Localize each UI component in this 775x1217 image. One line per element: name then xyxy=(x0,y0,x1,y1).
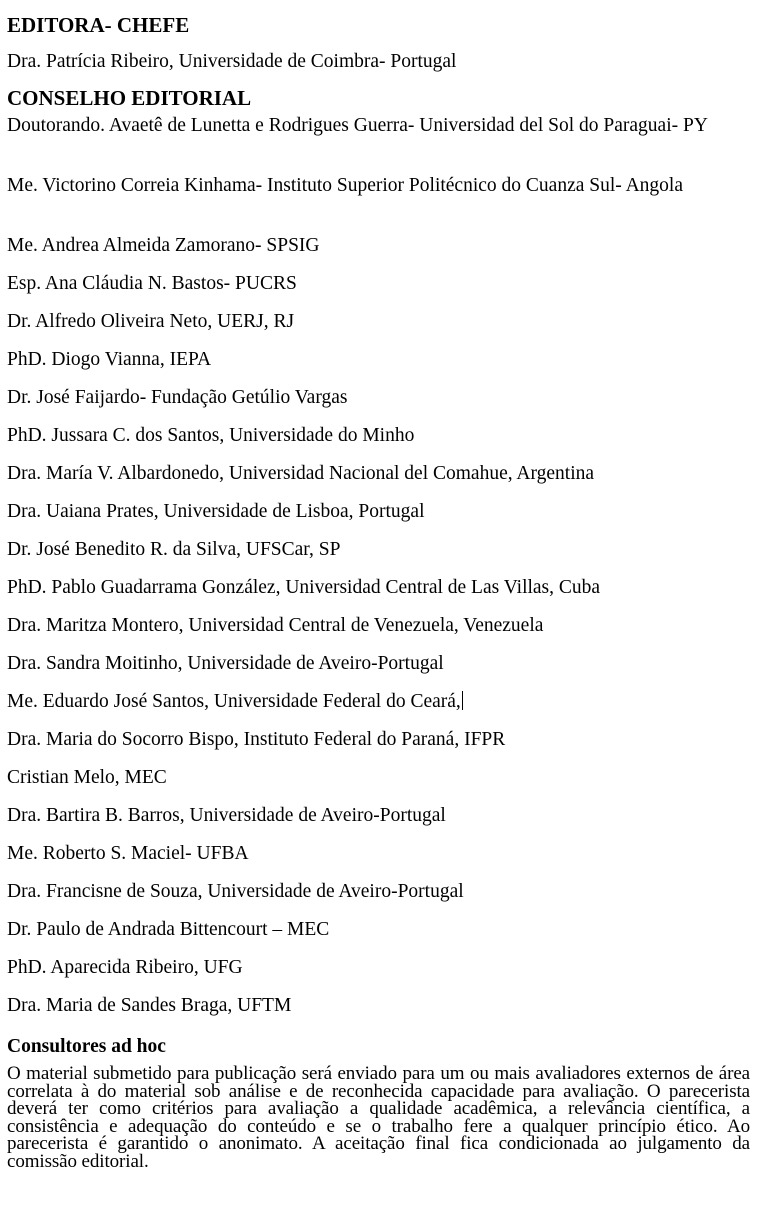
consultants-paragraph: O material submetido para publicação será enviado para um ou mais avaliadores externos de área correlata à do material sob análise e de reconhecida capacidade para avaliação. O parecerista deverá ter como critérios para avaliação a qualidade acadêmica, a relevância científica, a consistência e adequação do conteúdo e se o trabalho fere a qualquer princípio ético. Ao parecerista é garantido o anonimato. A aceitação final fica condicionada ao julgamento da comissão editorial. xyxy=(7,1063,750,1172)
board-member-name: Dra. Uaiana Prates, Universidade de Lisboa, Portugal xyxy=(7,501,425,522)
consultants-heading: Consultores ad hoc xyxy=(7,1036,166,1057)
text-cursor xyxy=(462,691,464,710)
editorial-board-list xyxy=(7,115,750,1033)
board-member xyxy=(7,463,750,501)
board-member-name: Doutorando. Avaetê de Lunetta e Rodrigues Guerra- Universidad del Sol do Paraguai- PY xyxy=(7,115,708,136)
board-member-name: PhD. Pablo Guadarrama González, Universidad Central de Las Villas, Cuba xyxy=(7,577,601,598)
board-member xyxy=(7,957,750,995)
board-member-name: PhD. Diogo Vianna, IEPA xyxy=(7,349,212,370)
board-member-name: Dr. Alfredo Oliveira Neto, UERJ, RJ xyxy=(7,311,295,332)
board-member xyxy=(7,311,750,349)
board-member-name: PhD. Jussara C. dos Santos, Universidade do Minho xyxy=(7,425,415,446)
board-member-name: Cristian Melo, MEC xyxy=(7,767,167,788)
editorial-board-heading: CONSELHO EDITORIAL xyxy=(7,86,252,110)
board-member xyxy=(7,425,750,463)
editor-chief-heading: EDITORA- CHEFE xyxy=(7,13,190,37)
board-member xyxy=(7,805,750,843)
board-member xyxy=(7,767,750,805)
board-member xyxy=(7,577,750,615)
board-member xyxy=(7,273,750,311)
board-member xyxy=(7,175,750,235)
board-member xyxy=(7,653,750,691)
board-member xyxy=(7,387,750,425)
board-member xyxy=(7,615,750,653)
board-member-name: Dra. Sandra Moitinho, Universidade de Aveiro-Portugal xyxy=(7,653,444,674)
board-member xyxy=(7,881,750,919)
board-member-name: Dra. Maritza Montero, Universidad Central de Venezuela, Venezuela xyxy=(7,615,544,636)
board-member xyxy=(7,501,750,539)
board-member-name: Dr. Paulo de Andrada Bittencourt – MEC xyxy=(7,919,330,940)
board-member xyxy=(7,539,750,577)
board-member xyxy=(7,235,750,273)
board-member-name: Esp. Ana Cláudia N. Bastos- PUCRS xyxy=(7,273,297,294)
board-member xyxy=(7,691,750,729)
board-member xyxy=(7,115,750,175)
editorial-page xyxy=(7,10,750,1170)
board-member xyxy=(7,995,750,1033)
board-member-name: Me. Victorino Correia Kinhama- Instituto Superior Politécnico do Cuanza Sul- Angola xyxy=(7,175,683,196)
board-member-name: Me. Eduardo José Santos, Universidade Federal do Ceará, xyxy=(7,691,461,712)
board-member xyxy=(7,729,750,767)
board-member-name: Dra. María V. Albardonedo, Universidad Nacional del Comahue, Argentina xyxy=(7,463,595,484)
board-member-name: PhD. Aparecida Ribeiro, UFG xyxy=(7,957,243,978)
board-member-name: Dr. José Benedito R. da Silva, UFSCar, SP xyxy=(7,539,341,560)
board-member-name: Me. Andrea Almeida Zamorano- SPSIG xyxy=(7,235,320,256)
board-member-name: Me. Roberto S. Maciel- UFBA xyxy=(7,843,249,864)
board-member-name: Dra. Bartira B. Barros, Universidade de Aveiro-Portugal xyxy=(7,805,446,826)
board-member xyxy=(7,349,750,387)
board-member-name: Dra. Francisne de Souza, Universidade de Aveiro-Portugal xyxy=(7,881,464,902)
board-member xyxy=(7,843,750,881)
board-member-name: Dra. Maria de Sandes Braga, UFTM xyxy=(7,995,292,1016)
board-member-name: Dr. José Faijardo- Fundação Getúlio Vargas xyxy=(7,387,348,408)
board-member xyxy=(7,919,750,957)
editor-chief-name: Dra. Patrícia Ribeiro, Universidade de Coimbra- Portugal xyxy=(7,51,457,72)
board-member-name: Dra. Maria do Socorro Bispo, Instituto Federal do Paraná, IFPR xyxy=(7,729,506,750)
